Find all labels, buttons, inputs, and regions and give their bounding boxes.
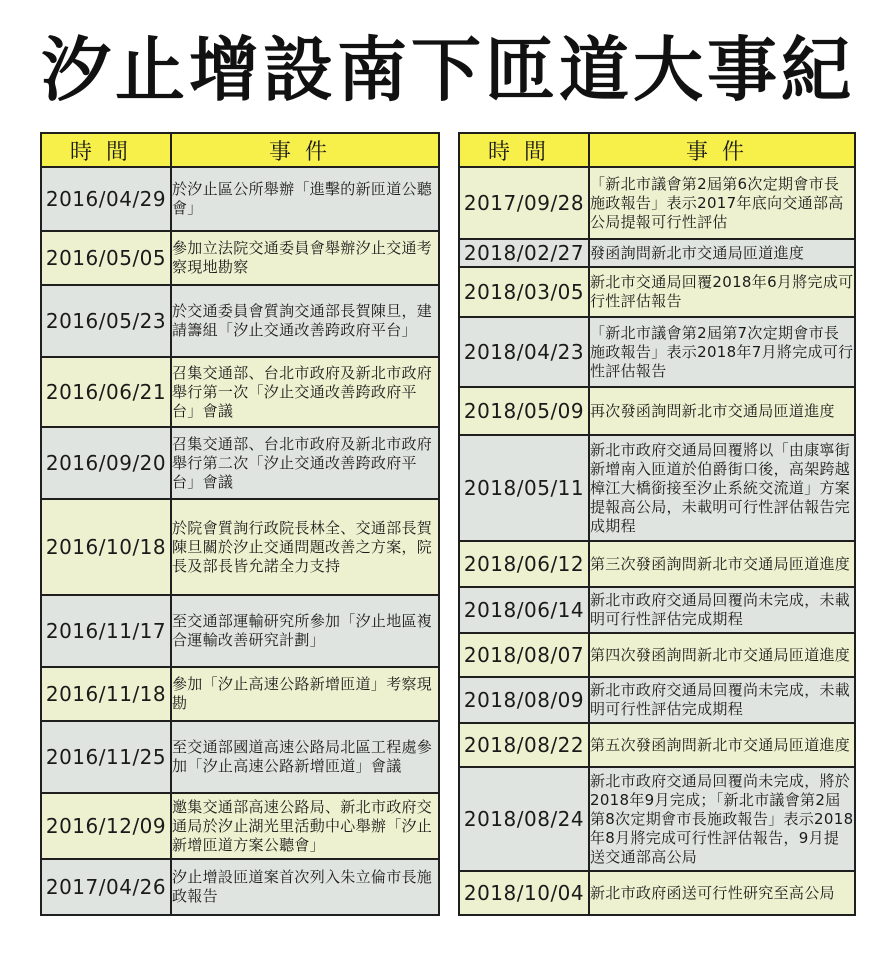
event-cell: 第五次發函詢問新北市交通局匝道進度 (589, 723, 855, 767)
event-cell: 於交通委員會質詢交通部長賀陳旦，建請籌組「汐止交通改善跨政府平台」 (171, 285, 439, 357)
date-cell: 2016/10/18 (41, 499, 171, 595)
event-cell: 第四次發函詢問新北市交通局匝道進度 (589, 633, 855, 677)
event-cell: 第三次發函詢問新北市交通局匝道進度 (589, 541, 855, 587)
table-row (41, 793, 439, 859)
event-cell: 參加立法院交通委員會舉辦汐止交通考察現地勘察 (171, 231, 439, 285)
date-cell: 2018/03/05 (459, 267, 589, 317)
table-row (459, 871, 855, 915)
event-cell: 汐止增設匝道案首次列入朱立倫市長施政報告 (171, 859, 439, 915)
table-row (41, 231, 439, 285)
date-cell: 2016/04/29 (41, 167, 171, 231)
table-row (459, 317, 855, 387)
date-cell: 2016/11/17 (41, 595, 171, 667)
date-cell: 2017/09/28 (459, 167, 589, 239)
event-cell: 新北市政府函送可行性研究至高公局 (589, 871, 855, 915)
event-cell: 至交通部運輸研究所參加「汐止地區複合運輸改善研究計劃」 (171, 595, 439, 667)
table-row (459, 677, 855, 723)
table-row (459, 239, 855, 267)
date-cell: 2016/11/18 (41, 667, 171, 721)
date-cell: 2018/08/24 (459, 767, 589, 871)
table-row (41, 595, 439, 667)
date-cell: 2018/05/09 (459, 387, 589, 435)
date-cell: 2018/06/14 (459, 587, 589, 633)
table-row (41, 427, 439, 499)
table-row (459, 633, 855, 677)
date-cell: 2018/06/12 (459, 541, 589, 587)
date-cell: 2018/08/07 (459, 633, 589, 677)
table-row (41, 859, 439, 915)
event-cell: 發函詢問新北市交通局匝道進度 (589, 239, 855, 267)
event-cell: 召集交通部、台北市政府及新北市政府舉行第二次「汐止交通改善跨政府平台」會議 (171, 427, 439, 499)
table-row (459, 541, 855, 587)
date-cell: 2016/11/25 (41, 721, 171, 793)
table-row (459, 723, 855, 767)
table-row (459, 587, 855, 633)
event-cell: 於院會質詢行政院長林全、交通部長賀陳旦關於汐止交通問題改善之方案，院長及部長皆允諾全力支持 (171, 499, 439, 595)
table-row (41, 499, 439, 595)
table-row (459, 387, 855, 435)
event-cell: 新北市交通局回覆2018年6月將完成可行性評估報告 (589, 267, 855, 317)
table-row (459, 267, 855, 317)
table-row (459, 167, 855, 239)
date-cell: 2018/10/04 (459, 871, 589, 915)
event-cell: 於汐止區公所舉辦「進擊的新匝道公聽會」 (171, 167, 439, 231)
page-title: 汐止增設南下匝道大事紀 (41, 29, 855, 111)
event-cell: 參加「汐止高速公路新增匝道」考察現勘 (171, 667, 439, 721)
event-cell: 再次發函詢問新北市交通局匝道進度 (589, 387, 855, 435)
time-header: 時間 (459, 133, 589, 167)
date-cell: 2018/04/23 (459, 317, 589, 387)
event-cell: 新北市政府交通局回覆尚未完成，未載明可行性評估完成期程 (589, 587, 855, 633)
date-cell: 2016/09/20 (41, 427, 171, 499)
table-row (41, 721, 439, 793)
event-cell: 邀集交通部高速公路局、新北市政府交通局於汐止湖光里活動中心舉辦「汐止新增匝道方案公聽會」 (171, 793, 439, 859)
table-row (459, 435, 855, 541)
date-cell: 2016/12/09 (41, 793, 171, 859)
time-header: 時間 (41, 133, 171, 167)
table-row (41, 285, 439, 357)
date-cell: 2018/02/27 (459, 239, 589, 267)
event-header: 事件 (589, 133, 855, 167)
event-cell: 新北市政府交通局回覆將以「由康寧街新增南入匝道於伯爵街口後，高架跨越樟江大橋銜接至汐止系統交流道」方案提報高公局，未載明可行性評估報告完成期程 (589, 435, 855, 541)
timeline-table-right (458, 132, 856, 916)
event-header: 事件 (171, 133, 439, 167)
table-row (459, 767, 855, 871)
event-cell: 召集交通部、台北市政府及新北市政府舉行第一次「汐止交通改善跨政府平台」會議 (171, 357, 439, 427)
date-cell: 2018/08/09 (459, 677, 589, 723)
date-cell: 2016/06/21 (41, 357, 171, 427)
date-cell: 2017/04/26 (41, 859, 171, 915)
event-cell: 「新北市議會第2屆第6次定期會市長施政報告」表示2017年底向交通部高公局提報可行性評估 (589, 167, 855, 239)
table-row (41, 357, 439, 427)
event-cell: 新北市政府交通局回覆尚未完成，將於2018年9月完成；「新北市議會第2屆第8次定期會市長施政報告」表示2018年8月將完成可行性評估報告，9月提送交通部高公局 (589, 767, 855, 871)
table-row (41, 667, 439, 721)
table-row (41, 167, 439, 231)
event-cell: 至交通部國道高速公路局北區工程處參加「汐止高速公路新增匝道」會議 (171, 721, 439, 793)
timeline-table-left (40, 132, 440, 916)
event-cell: 「新北市議會第2屆第7次定期會市長施政報告」表示2018年7月將完成可行性評估報告 (589, 317, 855, 387)
date-cell: 2018/08/22 (459, 723, 589, 767)
date-cell: 2016/05/05 (41, 231, 171, 285)
event-cell: 新北市政府交通局回覆尚未完成，未載明可行性評估完成期程 (589, 677, 855, 723)
date-cell: 2018/05/11 (459, 435, 589, 541)
date-cell: 2016/05/23 (41, 285, 171, 357)
